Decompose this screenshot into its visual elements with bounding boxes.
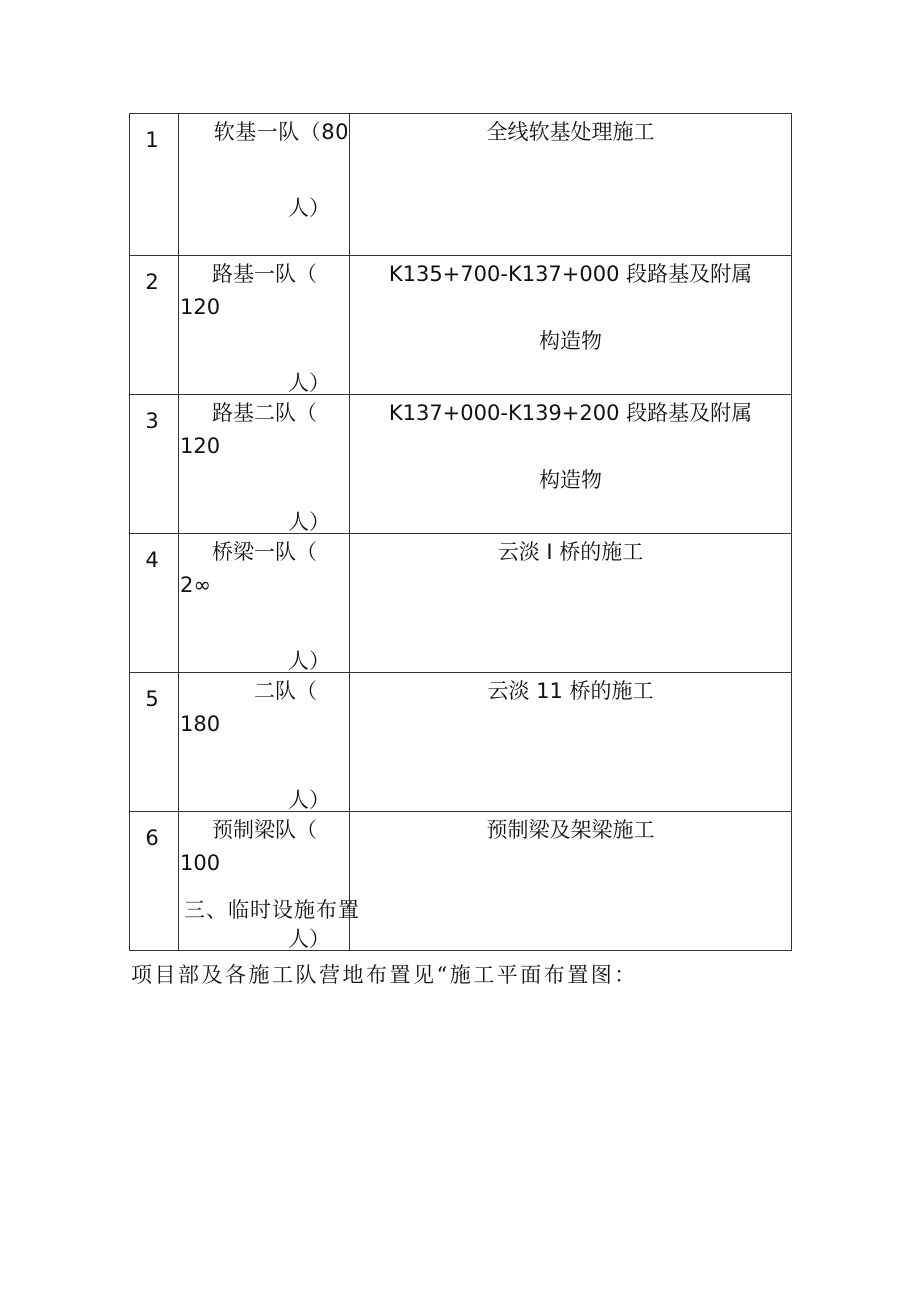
table-row <box>130 812 792 951</box>
task-text: 预制梁及架梁施工 <box>486 818 655 842</box>
team-unit: 人） <box>288 510 330 534</box>
team-cell <box>179 673 350 812</box>
task-cell <box>350 534 792 673</box>
team-headcount: 2∞ <box>180 573 211 597</box>
row-index: 1 <box>130 114 179 256</box>
construction-team-table <box>129 113 792 951</box>
section-heading: 三、临时设施布置 <box>184 898 360 922</box>
team-unit: 人） <box>288 371 330 395</box>
row-index: 4 <box>130 534 179 673</box>
team-name: 桥梁一队（ <box>212 540 317 564</box>
team-cell <box>179 534 350 673</box>
team-unit: 人） <box>288 649 330 673</box>
team-headcount: 180 <box>180 712 221 736</box>
team-unit: 人） <box>288 196 330 220</box>
team-name: 路基二队（ <box>212 401 317 425</box>
task-text: K137+000-K139+200 段路基及附属 <box>388 401 753 425</box>
table-row <box>130 256 792 395</box>
table-row <box>130 534 792 673</box>
team-cell <box>179 395 350 534</box>
task-cell <box>350 256 792 395</box>
team-name: 二队（ <box>254 679 317 703</box>
team-cell <box>179 256 350 395</box>
row-index: 3 <box>130 395 179 534</box>
team-cell <box>179 812 350 951</box>
row-index: 2 <box>130 256 179 395</box>
team-unit: 人） <box>288 927 330 951</box>
task-text: 云淡 11 桥的施工 <box>487 679 654 703</box>
team-headcount: 100 <box>180 851 221 875</box>
team-cell <box>179 114 350 256</box>
body-paragraph: 项目部及各施工队营地布置见“施工平面布置图： <box>131 963 638 987</box>
team-name: 软基一队（80 <box>213 120 349 144</box>
task-cell <box>350 395 792 534</box>
team-headcount: 120 <box>180 434 221 458</box>
table-row <box>130 114 792 256</box>
row-index: 6 <box>130 812 179 951</box>
team-unit: 人） <box>288 788 330 812</box>
task-text: 云淡 I 桥的施工 <box>497 540 644 564</box>
team-name: 预制梁队（ <box>212 818 317 842</box>
task-cell <box>350 114 792 256</box>
task-text: K135+700-K137+000 段路基及附属 <box>388 262 753 286</box>
task-text: 全线软基处理施工 <box>486 120 655 144</box>
task-cell <box>350 812 792 951</box>
task-text-continued: 构造物 <box>539 329 602 353</box>
table-row <box>130 673 792 812</box>
team-name: 路基一队（ <box>212 262 317 286</box>
table-row <box>130 395 792 534</box>
task-text-continued: 构造物 <box>539 468 602 492</box>
task-cell <box>350 673 792 812</box>
row-index: 5 <box>130 673 179 812</box>
team-headcount: 120 <box>180 295 221 319</box>
